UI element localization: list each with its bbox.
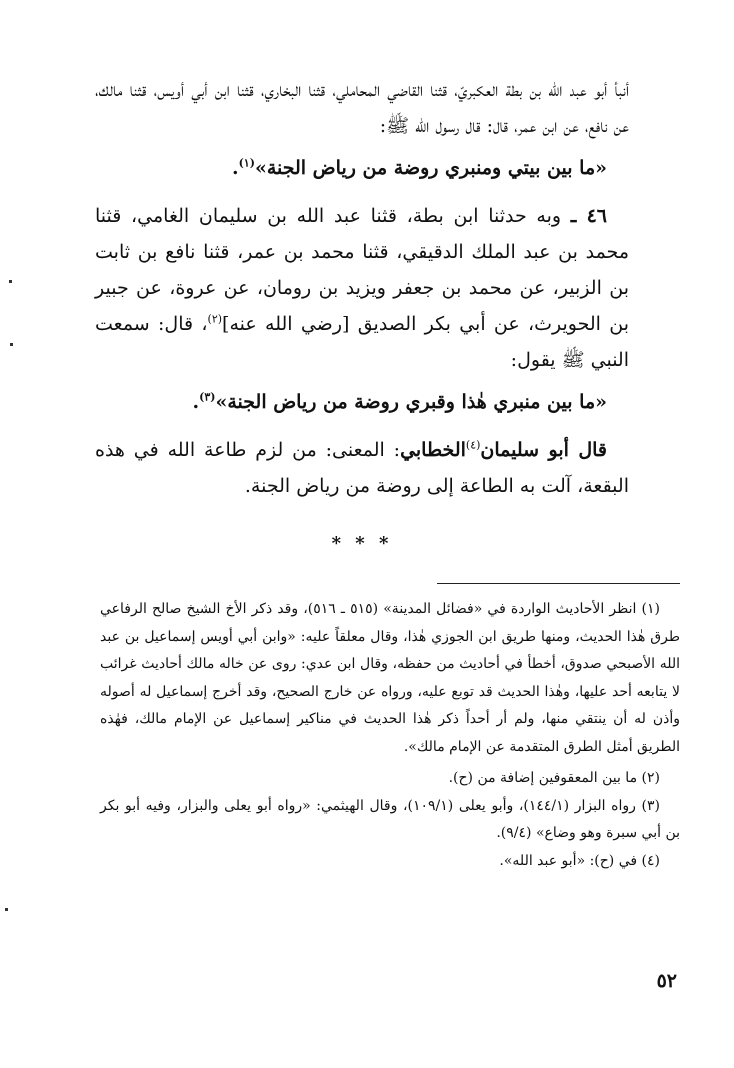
- section-divider-stars: * * *: [331, 533, 393, 554]
- scan-speck: [10, 343, 13, 346]
- footnotes: [100, 596, 680, 875]
- footnote-separator: [437, 583, 680, 584]
- footnote-ref-2: (٢): [207, 312, 223, 326]
- footnote-ref-1: (١): [238, 156, 255, 170]
- hadith-text-2: «ما بين منبري هٰذا وقبري روضة من رياض الجنة»$^{(٣)}$.: [192, 390, 607, 413]
- isnad-paragraph-1: أنبأ أبو عبد الله بن بطة العكبريّ، قثنا القاضي المحاملي، قثنا البخاري، قثنا ابن أبي أويس، قثنا مالك، عن نافع، عن ابن عمر، قال: قال رسول الله ﷺ:: [95, 79, 629, 137]
- commentary-paragraph: قال أبو سليمان$^{(٤)}$الخطابي: المعنى: من لزم طاعة الله في هذه البقعة، آلت به الطاعة إلى روضة من رياض الجنة.: [95, 438, 629, 497]
- page-number: ٥٢: [656, 970, 677, 992]
- footnote-3: (٣) رواه البزار (١٤٤/١)، وأبو يعلى (١٠٩/١)، وقال الهيثمي: «رواه أبو يعلى والبزار، وفيه أبو بكر بن أبي سبرة وهو وضاع» (٩/٤).: [100, 797, 680, 841]
- footnote-1: (١) انظر الأحاديث الواردة في «فضائل المدينة» (٥١٥ ـ ٥١٦)، وقد ذكر الأخ الشيخ صالح الرفاعي طرق هٰذا الحديث، ومنها طريق ابن الجوزي هٰذا، وقال معلقاً عليه: «وابن أبي أويس إسماعيل بن عبد الله الأصبحي صدوق، أخطأ في أحاديث من حفظه، وقال ابن عدي: روى عن خاله مالك أحاديث غرائب لا يتابعه أحد عليها، وهٰذا الحديث قد توبع عليه، ورواه عن خارج الصحيح، وقد أخرج إسماعيل له أصوله وأذن له أن ينتقي منها، ولم أر أحداً ذكر هٰذا الحديث في مناكير إسماعيل عن الإمام مالك، فهٰذه الطريق أمثل الطرق المتقدمة عن الإمام مالك».: [100, 601, 680, 755]
- hadith-text-1: «ما بين بيتي ومنبري روضة من رياض الجنة»$^{(١)}$.: [231, 156, 607, 179]
- scan-speck: [9, 280, 12, 283]
- commentator-name: قال أبو سليمان: [480, 439, 607, 461]
- footnote-ref-3: (٣): [199, 390, 216, 404]
- hadith-number: ٤٦ ـ: [570, 205, 607, 227]
- footnote-2: (٢) ما بين المعقوفين إضافة من (ح).: [448, 770, 660, 786]
- footnote-ref-4: (٤): [465, 438, 481, 452]
- hadith-paragraph-46: ٤٦ ـ وبه حدثنا ابن بطة، قثنا عبد الله بن سليمان الغامي، قثنا محمد بن عبد الملك الدقيقي، قثنا محمد بن عمر، قثنا نافع بن ثابت بن الزبير، عن محمد بن جعفر ويزيد بن رومان، عن عروة، عن جبير بن الحويرث، عن أبي بكر الصديق [رضي الله عنه]$^{(٢)}$، قال: سمعت النبي ﷺ يقول:: [95, 205, 629, 371]
- footnote-4: (٤) في (ح): «أبو عبد الله».: [499, 852, 660, 869]
- main-text: [95, 72, 629, 562]
- scan-speck: [5, 908, 8, 911]
